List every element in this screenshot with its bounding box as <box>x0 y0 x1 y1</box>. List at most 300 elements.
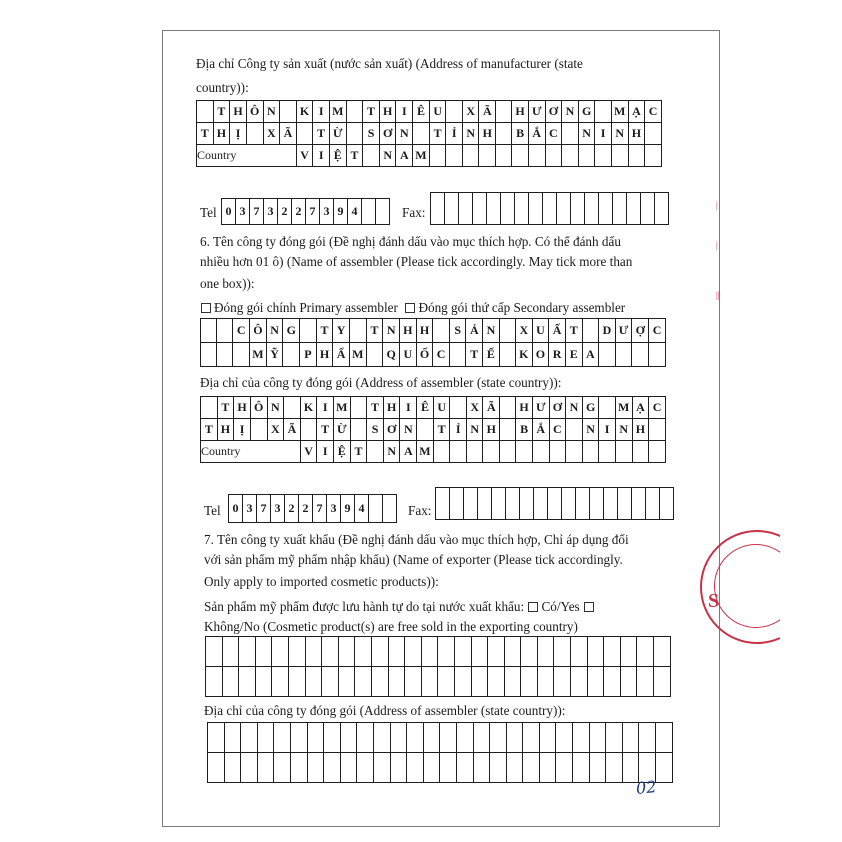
grid-cell: G <box>283 319 300 343</box>
grid-cell <box>284 397 301 419</box>
grid-cell <box>322 667 339 697</box>
grid-cell <box>338 637 355 667</box>
grid-cell: N <box>483 319 500 343</box>
grid-cell <box>521 637 538 667</box>
grid-cell <box>340 753 357 783</box>
grid-cell <box>501 193 515 225</box>
grid-cell <box>571 667 588 697</box>
grid-cell: C <box>433 343 450 367</box>
grid-cell: Ô <box>250 397 267 419</box>
grid-cell <box>300 319 317 343</box>
grid-row <box>436 488 674 520</box>
grid-cell: Ơ <box>379 123 396 145</box>
grid-cell <box>355 637 372 667</box>
grid-cell <box>255 667 272 697</box>
grid-cell <box>274 753 291 783</box>
grid-cell <box>450 441 466 463</box>
grid-cell: 4 <box>355 495 369 523</box>
grid-cell <box>340 723 357 753</box>
grid-cell: U <box>433 397 450 419</box>
grid-cell: T <box>429 123 446 145</box>
grid-cell: 3 <box>264 199 278 225</box>
exporter-heading-line3: Only apply to imported cosmetic products)): <box>204 574 439 589</box>
grid-cell <box>405 667 422 697</box>
grid-cell <box>450 488 464 520</box>
grid-cell <box>615 343 632 367</box>
grid-cell: U <box>532 319 549 343</box>
grid-cell <box>296 123 313 145</box>
grid-cell <box>222 637 239 667</box>
grid-cell <box>554 637 571 667</box>
grid-cell: D <box>599 319 616 343</box>
grid-cell <box>373 753 390 783</box>
grid-cell: T <box>217 397 234 419</box>
grid-cell <box>620 637 637 667</box>
grid-cell: Ê <box>413 101 430 123</box>
grid-cell <box>201 343 217 367</box>
grid-cell <box>632 441 649 463</box>
grid-cell: M <box>349 343 366 367</box>
grid-cell <box>450 397 466 419</box>
exporter-address-label: Địa chỉ của công ty đóng gói (Address of assembler (state country)): <box>204 703 566 718</box>
grid-cell <box>349 319 366 343</box>
grid-cell <box>417 419 434 441</box>
grid-cell <box>487 193 501 225</box>
grid-cell: Ấ <box>549 319 566 343</box>
grid-cell <box>366 343 383 367</box>
grid-cell <box>620 667 637 697</box>
grid-cell: I <box>317 441 334 463</box>
grid-cell <box>537 637 554 667</box>
grid-cell <box>307 723 324 753</box>
assembler-tel-grid <box>228 494 397 523</box>
grid-cell: Ô <box>250 319 267 343</box>
grid-cell: N <box>582 419 599 441</box>
grid-cell <box>471 637 488 667</box>
grid-cell <box>622 723 639 753</box>
grid-cell <box>241 723 258 753</box>
grid-cell <box>543 193 557 225</box>
grid-cell: K <box>300 397 317 419</box>
grid-cell <box>589 723 606 753</box>
grid-cell <box>324 753 341 783</box>
grid-cell: Ã <box>483 397 500 419</box>
grid-cell <box>421 637 438 667</box>
grid-cell <box>462 145 479 167</box>
grid-cell <box>599 193 613 225</box>
grid-cell <box>438 667 455 697</box>
grid-cell <box>346 101 363 123</box>
grid-cell: V <box>300 441 317 463</box>
grid-cell: T <box>363 101 380 123</box>
grid-cell <box>433 441 450 463</box>
grid-cell <box>492 488 506 520</box>
grid-cell <box>246 123 263 145</box>
grid-cell <box>436 488 450 520</box>
grid-cell: N <box>383 441 400 463</box>
grid-cell <box>587 637 604 667</box>
grid-cell: 2 <box>299 495 313 523</box>
grid-cell <box>479 145 496 167</box>
grid-cell: 3 <box>236 199 250 225</box>
grid-cell <box>520 488 534 520</box>
grid-cell <box>405 637 422 667</box>
grid-cell <box>618 488 632 520</box>
grid-cell <box>383 495 397 523</box>
grid-cell <box>307 753 324 783</box>
grid-cell: Ư <box>528 101 545 123</box>
grid-cell <box>283 343 300 367</box>
grid-cell <box>257 753 274 783</box>
grid-cell <box>506 723 523 753</box>
grid-cell <box>632 343 649 367</box>
grid-cell <box>407 723 424 753</box>
grid-cell: T <box>350 441 367 463</box>
assembler-fax-label: Fax: <box>408 503 432 518</box>
grid-cell: T <box>367 397 384 419</box>
grid-cell <box>637 667 654 697</box>
grid-cell <box>500 419 516 441</box>
grid-cell <box>445 193 459 225</box>
grid-cell: N <box>466 419 483 441</box>
exporter-name-grid <box>205 636 671 697</box>
grid-cell <box>571 193 585 225</box>
grid-cell <box>290 723 307 753</box>
grid-cell: 7 <box>250 199 264 225</box>
grid-cell: Ư <box>615 319 632 343</box>
manufacturer-tel-grid <box>221 198 390 225</box>
grid-cell: M <box>413 145 430 167</box>
grid-cell: A <box>396 145 413 167</box>
grid-cell: 2 <box>292 199 306 225</box>
grid-cell: X <box>466 397 483 419</box>
grid-cell: X <box>267 419 284 441</box>
grid-cell <box>499 319 515 343</box>
secondary-assembler-label: Đóng gói thứ cấp Secondary assembler <box>418 300 626 315</box>
grid-cell: N <box>462 123 479 145</box>
grid-cell <box>322 637 339 667</box>
grid-cell <box>488 637 505 667</box>
grid-cell: M <box>615 397 632 419</box>
grid-cell: H <box>234 397 251 419</box>
grid-cell <box>454 667 471 697</box>
grid-cell: N <box>578 123 595 145</box>
grid-cell <box>438 637 455 667</box>
grid-cell: C <box>549 419 566 441</box>
grid-cell: P <box>300 343 317 367</box>
manufacturer-tel-label: Tel <box>200 205 217 220</box>
grid-cell <box>639 723 656 753</box>
grid-cell: Ố <box>416 343 433 367</box>
grid-cell: H <box>416 319 433 343</box>
grid-cell <box>656 753 673 783</box>
grid-cell <box>454 637 471 667</box>
grid-cell <box>222 667 239 697</box>
grid-row <box>201 419 666 441</box>
grid-cell: H <box>316 343 333 367</box>
assembler-heading-line3: one box)): <box>200 276 255 291</box>
grid-cell <box>272 667 289 697</box>
grid-cell <box>241 753 258 783</box>
grid-cell: Ơ <box>383 419 400 441</box>
grid-cell: S <box>367 419 384 441</box>
grid-cell: Ư <box>532 397 549 419</box>
grid-cell: Ã <box>479 101 496 123</box>
grid-cell <box>350 397 367 419</box>
grid-cell <box>604 667 621 697</box>
grid-cell: T <box>213 101 230 123</box>
grid-cell <box>595 101 611 123</box>
grid-cell: U <box>399 343 416 367</box>
grid-cell: Ị <box>230 123 247 145</box>
grid-cell: G <box>582 397 599 419</box>
grid-cell <box>646 488 660 520</box>
grid-cell <box>459 193 473 225</box>
grid-cell <box>506 488 520 520</box>
grid-cell: H <box>512 101 529 123</box>
grid-cell <box>464 488 478 520</box>
grid-cell <box>556 723 573 753</box>
grid-cell: Ỹ <box>266 343 283 367</box>
grid-cell: H <box>628 123 645 145</box>
free-sale-yes-checkbox[interactable] <box>528 602 538 612</box>
grid-cell <box>217 343 233 367</box>
grid-cell: K <box>296 101 313 123</box>
free-sale-line2: Không/No (Cosmetic product(s) are free sold in the exporting country) <box>204 619 578 634</box>
grid-cell: M <box>333 397 350 419</box>
grid-cell <box>599 343 616 367</box>
grid-cell: N <box>379 145 396 167</box>
grid-row <box>222 199 390 225</box>
grid-cell <box>655 193 669 225</box>
grid-cell <box>632 488 646 520</box>
grid-row <box>201 343 666 367</box>
grid-cell: Ỉ <box>446 123 462 145</box>
free-sale-line1 <box>204 599 597 615</box>
grid-cell: I <box>599 419 615 441</box>
grid-cell <box>369 495 383 523</box>
grid-cell <box>578 145 595 167</box>
grid-cell: 7 <box>306 199 320 225</box>
grid-cell: O <box>532 343 549 367</box>
grid-cell: I <box>317 397 334 419</box>
grid-cell: H <box>399 319 416 343</box>
grid-cell: T <box>313 123 330 145</box>
grid-cell: 0 <box>222 199 236 225</box>
grid-cell <box>496 123 512 145</box>
grid-cell: T <box>316 319 333 343</box>
grid-cell <box>288 667 305 697</box>
grid-cell <box>506 753 523 783</box>
grid-cell <box>562 145 579 167</box>
grid-cell: 3 <box>320 199 334 225</box>
grid-cell: Ị <box>234 419 251 441</box>
manufacturer-address-label-cont: country)): <box>196 80 249 95</box>
grid-cell: N <box>400 419 417 441</box>
grid-cell <box>206 667 223 697</box>
grid-cell: Ạ <box>632 397 649 419</box>
grid-cell <box>388 637 405 667</box>
grid-cell: Ắ <box>528 123 545 145</box>
grid-cell: V <box>296 145 313 167</box>
grid-cell <box>627 193 641 225</box>
grid-cell: Ạ <box>628 101 645 123</box>
handwritten-page-number: 02 <box>635 776 658 799</box>
grid-cell <box>499 343 515 367</box>
grid-cell <box>512 145 529 167</box>
grid-cell <box>431 193 445 225</box>
grid-cell: T <box>346 145 363 167</box>
primary-assembler-label: Đóng gói chính Primary assembler <box>214 300 398 315</box>
grid-cell: N <box>566 397 583 419</box>
grid-cell <box>523 723 540 753</box>
free-sale-no-checkbox[interactable] <box>584 602 594 612</box>
grid-cell <box>585 193 599 225</box>
grid-cell: C <box>645 101 662 123</box>
grid-cell <box>571 637 588 667</box>
grid-cell <box>488 667 505 697</box>
red-stamp-marks-image: | | || <box>716 200 720 300</box>
grid-cell <box>500 397 516 419</box>
grid-cell: H <box>483 419 500 441</box>
grid-cell <box>554 667 571 697</box>
grid-cell: X <box>515 319 532 343</box>
grid-cell: T <box>466 343 483 367</box>
grid-cell: Ơ <box>549 397 566 419</box>
grid-cell <box>250 419 267 441</box>
grid-cell: X <box>263 123 280 145</box>
grid-cell: Ã <box>280 123 297 145</box>
grid-cell: Y <box>333 319 350 343</box>
grid-cell <box>654 667 671 697</box>
assembler-heading-line2: nhiều hơn 01 ô) (Name of assembler (Please tick accordingly. May tick more than <box>200 254 633 269</box>
grid-cell: C <box>649 319 666 343</box>
manufacturer-fax-grid <box>430 192 669 225</box>
grid-cell: N <box>396 123 413 145</box>
assembler-address-grid <box>200 396 666 463</box>
grid-row <box>197 101 662 123</box>
grid-cell <box>654 637 671 667</box>
grid-cell <box>201 397 218 419</box>
grid-cell: S <box>363 123 380 145</box>
grid-cell: Ẩ <box>333 343 350 367</box>
grid-cell: E <box>565 343 582 367</box>
grid-cell: N <box>562 101 579 123</box>
grid-cell <box>521 667 538 697</box>
grid-cell <box>562 488 576 520</box>
grid-cell <box>440 723 457 753</box>
grid-cell <box>649 441 666 463</box>
grid-cell <box>557 193 571 225</box>
grid-cell <box>456 723 473 753</box>
grid-cell: Ế <box>483 343 500 367</box>
grid-cell <box>272 637 289 667</box>
manufacturer-address-grid <box>196 100 662 167</box>
grid-cell: Ả <box>466 319 483 343</box>
grid-cell: Ệ <box>329 145 346 167</box>
grid-row <box>201 319 666 343</box>
grid-cell <box>582 441 599 463</box>
grid-cell <box>421 667 438 697</box>
grid-cell <box>532 441 549 463</box>
grid-cell: M <box>250 343 267 367</box>
grid-cell <box>500 441 516 463</box>
grid-cell <box>197 101 214 123</box>
country-label: Country <box>197 145 297 167</box>
grid-cell <box>604 637 621 667</box>
grid-cell <box>407 753 424 783</box>
grid-cell <box>350 419 367 441</box>
grid-cell <box>656 723 673 753</box>
grid-cell <box>566 441 583 463</box>
grid-cell <box>539 753 556 783</box>
grid-cell <box>649 419 666 441</box>
grid-cell <box>613 193 627 225</box>
grid-cell: M <box>417 441 434 463</box>
grid-cell: R <box>549 343 566 367</box>
grid-cell: N <box>383 319 400 343</box>
grid-cell <box>390 753 407 783</box>
grid-cell <box>606 723 623 753</box>
grid-cell <box>473 193 487 225</box>
grid-cell: H <box>632 419 649 441</box>
grid-cell: 7 <box>257 495 271 523</box>
grid-cell: 9 <box>341 495 355 523</box>
grid-cell <box>208 723 225 753</box>
grid-cell: U <box>429 101 446 123</box>
secondary-assembler-checkbox[interactable] <box>405 303 415 313</box>
grid-cell <box>371 637 388 667</box>
manufacturer-address-label: Địa chỉ Công ty sản xuất (nước sản xuất) (Address of manufacturer (state <box>196 56 583 71</box>
grid-cell: Q <box>383 343 400 367</box>
assembler-heading-line1: 6. Tên công ty đóng gói (Đề nghị đánh dấu vào mục thích hợp. Có thể đánh dấu <box>200 234 621 249</box>
grid-cell: 3 <box>243 495 257 523</box>
grid-cell <box>224 723 241 753</box>
grid-cell <box>478 488 492 520</box>
grid-cell: B <box>512 123 529 145</box>
grid-cell: Ừ <box>333 419 350 441</box>
grid-cell: H <box>479 123 496 145</box>
grid-cell <box>490 723 507 753</box>
grid-cell <box>537 667 554 697</box>
grid-cell <box>423 753 440 783</box>
grid-cell <box>545 145 562 167</box>
grid-cell <box>645 145 662 167</box>
grid-cell: N <box>266 319 283 343</box>
grid-cell <box>523 753 540 783</box>
grid-cell <box>357 753 374 783</box>
grid-row <box>201 441 666 463</box>
grid-cell: A <box>582 343 599 367</box>
grid-cell <box>611 145 628 167</box>
grid-cell: N <box>267 397 284 419</box>
grid-cell <box>423 723 440 753</box>
exporter-heading-line2: với sản phẩm mỹ phẩm nhập khẩu) (Name of exporter (Please tick accordingly. <box>204 552 623 567</box>
grid-cell <box>288 637 305 667</box>
grid-cell: M <box>611 101 628 123</box>
grid-cell <box>515 193 529 225</box>
primary-assembler-checkbox[interactable] <box>201 303 211 313</box>
grid-cell <box>539 723 556 753</box>
grid-cell <box>388 667 405 697</box>
grid-cell: Ừ <box>329 123 346 145</box>
grid-cell: N <box>263 101 280 123</box>
grid-cell <box>355 667 372 697</box>
grid-cell <box>376 199 390 225</box>
grid-cell: C <box>233 319 250 343</box>
exporter-heading-line1: 7. Tên công ty xuất khẩu (Đề nghị đánh dấu vào mục thích hợp, Chỉ áp dụng đối <box>204 532 629 547</box>
grid-cell <box>483 441 500 463</box>
